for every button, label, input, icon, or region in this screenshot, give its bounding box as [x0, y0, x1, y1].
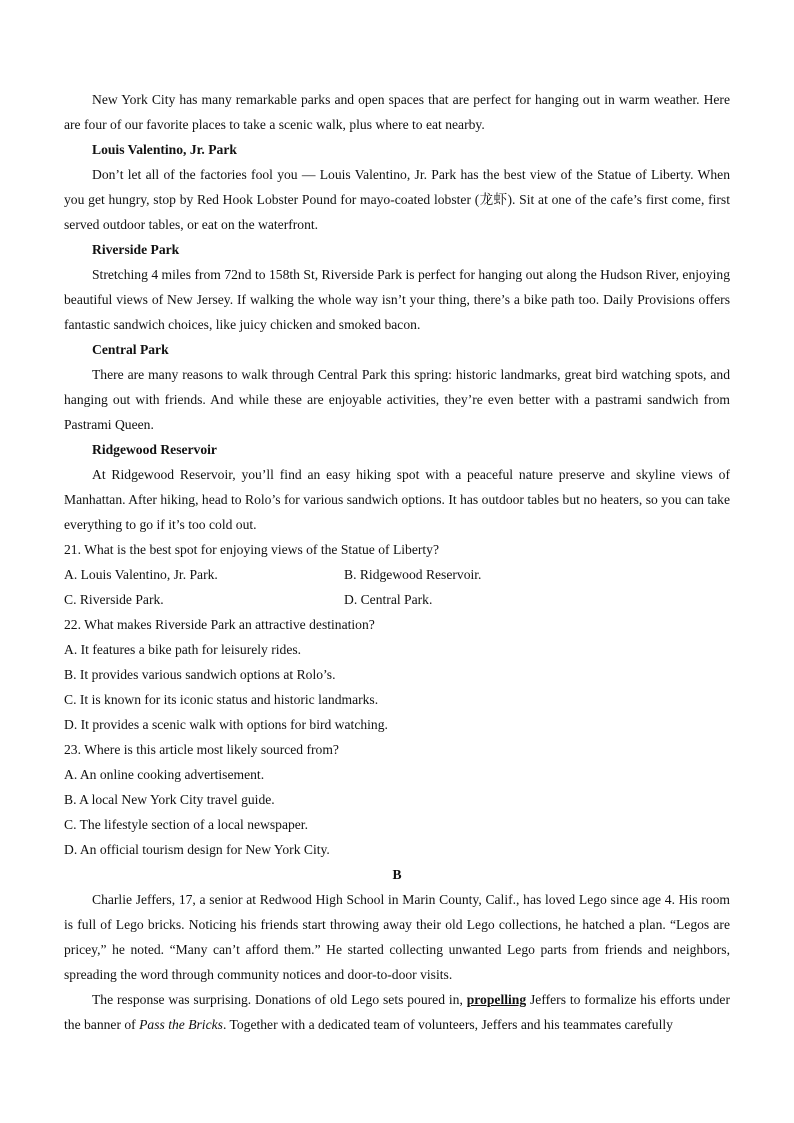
question-23-stem: 23. Where is this article most likely sourced from?	[64, 742, 339, 757]
intro-paragraph: New York City has many remarkable parks and open spaces that are perfect for hanging out in warm weather. Here are four of our favorite places to take a scenic walk, plus where to eat nearby.	[64, 92, 730, 132]
question-23-option-c: C. The lifestyle section of a local newspaper.	[64, 817, 308, 832]
question-22-option-a: A. It features a bike path for leisurely rides.	[64, 642, 302, 657]
question-21-option-b: B. Ridgewood Reservoir.	[344, 567, 482, 582]
question-21-options-row-2	[64, 587, 730, 612]
section-body-riverside: Stretching 4 miles from 72nd to 158th St, Riverside Park is perfect for hanging out along the Hudson River, enjoying beautiful views of New Jersey. If walking the whole way isn’t your thing, there’s a bike path too. Daily Provisions offers fantastic sandwich choices, like juicy chicken and smoked bacon.	[64, 267, 730, 332]
question-21-option-a: A. Louis Valentino, Jr. Park.	[64, 567, 218, 582]
question-21-stem: 21. What is the best spot for enjoying views of the Statue of Liberty?	[64, 542, 440, 557]
question-23-option-d: D. An official tourism design for New York City.	[64, 842, 330, 857]
section-heading-central-park: Central Park	[92, 342, 169, 357]
document-page	[64, 87, 730, 1037]
keyword-propelling: propelling	[466, 992, 527, 1007]
question-22-option-b: B. It provides various sandwich options at Rolo’s.	[64, 667, 336, 682]
section-heading-louis-valentino: Louis Valentino, Jr. Park	[92, 142, 237, 157]
para2-mid: Jeffers to formalize his efforts under the banner of	[64, 992, 730, 1032]
question-22-option-d: D. It provides a scenic walk with options for bird watching.	[64, 717, 388, 732]
section-heading-riverside: Riverside Park	[92, 242, 180, 257]
section-b-label: B	[392, 867, 402, 882]
question-23-option-b: B. A local New York City travel guide.	[64, 792, 275, 807]
section-b-paragraph-1: Charlie Jeffers, 17, a senior at Redwood High School in Marin County, Calif., has loved Lego since age 4. His room is full of Lego bricks. Noticing his friends start throwing away their old Lego collections, he hatched a plan. “Legos are pricey,” he noted. “Many can’t afford them.” He started collecting unwanted Lego parts from friends and neighbors, spreading the word through community notices and door-to-door visits.	[64, 892, 730, 982]
para2-end: . Together with a dedicated team of volunteers, Jeffers and his teammates carefully	[222, 1017, 673, 1032]
question-23-option-a: A. An online cooking advertisement.	[64, 767, 265, 782]
question-22-option-c: C. It is known for its iconic status and historic landmarks.	[64, 692, 379, 707]
section-body-ridgewood: At Ridgewood Reservoir, you’ll find an easy hiking spot with a peaceful nature preserve and skyline views of Manhattan. After hiking, head to Rolo’s for various sandwich options. It has outdoor tables but no heaters, so you can take everything to go if it’s too cold out.	[64, 467, 730, 532]
question-21-options-row-1	[64, 562, 730, 587]
question-21-option-c: C. Riverside Park.	[64, 592, 164, 607]
section-heading-ridgewood: Ridgewood Reservoir	[92, 442, 217, 457]
section-b-paragraph-2	[64, 987, 730, 1037]
organization-title: Pass the Bricks	[139, 1017, 223, 1032]
question-21-option-d: D. Central Park.	[344, 592, 433, 607]
question-22-stem: 22. What makes Riverside Park an attractive destination?	[64, 617, 375, 632]
section-body-louis-valentino: Don’t let all of the factories fool you — Louis Valentino, Jr. Park has the best view of the Statue of Liberty. When you get hungry, stop by Red Hook Lobster Pound for mayo-coated lobster (龙虾). Sit at one of the cafe’s first come, first served outdoor tables, or eat on the waterfront.	[64, 167, 730, 232]
para2-start: The response was surprising. Donations of old Lego sets poured in,	[92, 992, 467, 1007]
section-body-central-park: There are many reasons to walk through Central Park this spring: historic landmarks, great bird watching spots, and hanging out with friends. And while these are enjoyable activities, they’re even better with a pastrami sandwich from Pastrami Queen.	[64, 367, 730, 432]
